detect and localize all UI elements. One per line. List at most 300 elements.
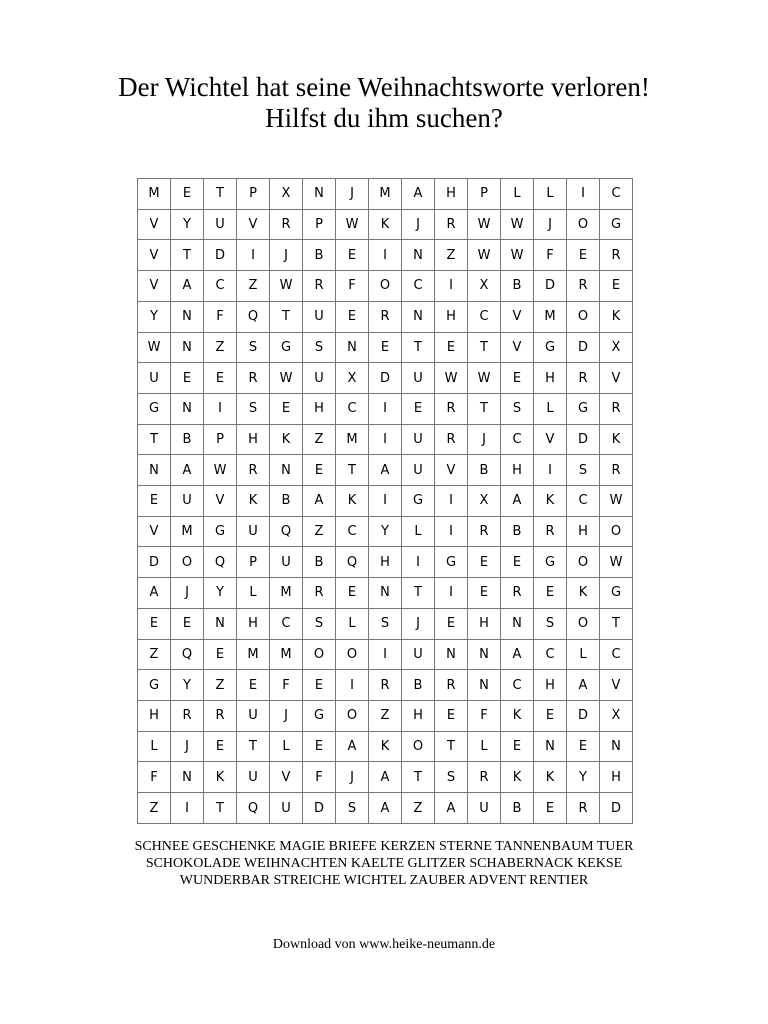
grid-cell[interactable]: K <box>600 301 633 332</box>
grid-cell[interactable]: M <box>270 639 303 670</box>
grid-cell[interactable]: V <box>204 486 237 517</box>
grid-cell[interactable]: M <box>171 516 204 547</box>
grid-cell[interactable]: Z <box>138 793 171 824</box>
grid-cell[interactable]: R <box>501 578 534 609</box>
grid-cell[interactable]: H <box>138 700 171 731</box>
grid-cell[interactable]: P <box>468 179 501 210</box>
grid-cell[interactable]: B <box>501 271 534 302</box>
grid-cell[interactable]: R <box>534 516 567 547</box>
grid-cell[interactable]: V <box>138 516 171 547</box>
grid-cell[interactable]: T <box>336 455 369 486</box>
grid-cell[interactable]: E <box>204 731 237 762</box>
grid-cell[interactable]: E <box>204 363 237 394</box>
grid-cell[interactable]: G <box>138 393 171 424</box>
grid-cell[interactable]: F <box>336 271 369 302</box>
grid-cell[interactable]: X <box>600 332 633 363</box>
grid-cell[interactable]: Z <box>204 332 237 363</box>
grid-cell[interactable]: R <box>600 393 633 424</box>
grid-cell[interactable]: O <box>336 639 369 670</box>
grid-cell[interactable]: E <box>369 332 402 363</box>
grid-cell[interactable]: T <box>402 578 435 609</box>
grid-cell[interactable]: X <box>270 179 303 210</box>
grid-cell[interactable]: B <box>402 670 435 701</box>
grid-cell[interactable]: T <box>270 301 303 332</box>
grid-cell[interactable]: R <box>435 670 468 701</box>
grid-cell[interactable]: N <box>468 639 501 670</box>
grid-cell[interactable]: A <box>171 271 204 302</box>
grid-cell[interactable]: B <box>303 240 336 271</box>
grid-cell[interactable]: Y <box>138 301 171 332</box>
grid-cell[interactable]: L <box>468 731 501 762</box>
grid-cell[interactable]: C <box>270 608 303 639</box>
grid-cell[interactable]: C <box>501 670 534 701</box>
grid-cell[interactable]: D <box>600 793 633 824</box>
grid-cell[interactable]: R <box>303 271 336 302</box>
grid-cell[interactable]: C <box>534 639 567 670</box>
grid-cell[interactable]: I <box>369 393 402 424</box>
grid-cell[interactable]: T <box>237 731 270 762</box>
grid-cell[interactable]: D <box>138 547 171 578</box>
grid-cell[interactable]: R <box>435 209 468 240</box>
grid-cell[interactable]: R <box>567 271 600 302</box>
grid-cell[interactable]: P <box>237 547 270 578</box>
grid-cell[interactable]: C <box>204 271 237 302</box>
grid-cell[interactable]: L <box>534 179 567 210</box>
grid-cell[interactable]: M <box>270 578 303 609</box>
grid-cell[interactable]: N <box>369 578 402 609</box>
grid-cell[interactable]: M <box>138 179 171 210</box>
grid-cell[interactable]: W <box>270 363 303 394</box>
grid-cell[interactable]: E <box>468 547 501 578</box>
grid-cell[interactable]: J <box>402 209 435 240</box>
grid-cell[interactable]: K <box>600 424 633 455</box>
grid-cell[interactable]: P <box>237 179 270 210</box>
grid-cell[interactable]: N <box>303 179 336 210</box>
grid-cell[interactable]: W <box>600 547 633 578</box>
grid-cell[interactable]: V <box>237 209 270 240</box>
grid-cell[interactable]: B <box>171 424 204 455</box>
grid-cell[interactable]: H <box>600 762 633 793</box>
grid-cell[interactable]: I <box>369 639 402 670</box>
grid-cell[interactable]: J <box>468 424 501 455</box>
grid-cell[interactable]: N <box>402 240 435 271</box>
grid-cell[interactable]: L <box>336 608 369 639</box>
grid-cell[interactable]: E <box>171 179 204 210</box>
grid-cell[interactable]: R <box>567 363 600 394</box>
grid-cell[interactable]: M <box>369 179 402 210</box>
grid-cell[interactable]: D <box>567 424 600 455</box>
grid-cell[interactable]: T <box>171 240 204 271</box>
grid-cell[interactable]: R <box>435 424 468 455</box>
grid-cell[interactable]: I <box>336 670 369 701</box>
grid-cell[interactable]: N <box>534 731 567 762</box>
grid-cell[interactable]: C <box>336 393 369 424</box>
grid-cell[interactable]: V <box>138 209 171 240</box>
grid-cell[interactable]: W <box>468 240 501 271</box>
grid-cell[interactable]: E <box>138 608 171 639</box>
grid-cell[interactable]: D <box>303 793 336 824</box>
grid-cell[interactable]: U <box>402 363 435 394</box>
grid-cell[interactable]: A <box>567 670 600 701</box>
grid-cell[interactable]: Q <box>237 793 270 824</box>
grid-cell[interactable]: S <box>303 332 336 363</box>
grid-cell[interactable]: Z <box>435 240 468 271</box>
grid-cell[interactable]: G <box>270 332 303 363</box>
grid-cell[interactable]: Z <box>303 516 336 547</box>
grid-cell[interactable]: K <box>369 731 402 762</box>
grid-cell[interactable]: K <box>567 578 600 609</box>
grid-cell[interactable]: U <box>402 639 435 670</box>
grid-cell[interactable]: N <box>171 332 204 363</box>
grid-cell[interactable]: H <box>402 700 435 731</box>
grid-cell[interactable]: N <box>435 639 468 670</box>
grid-cell[interactable]: Y <box>171 209 204 240</box>
grid-cell[interactable]: E <box>501 731 534 762</box>
grid-cell[interactable]: Q <box>237 301 270 332</box>
grid-cell[interactable]: V <box>270 762 303 793</box>
grid-cell[interactable]: S <box>237 332 270 363</box>
grid-cell[interactable]: E <box>435 700 468 731</box>
grid-cell[interactable]: B <box>303 547 336 578</box>
grid-cell[interactable]: I <box>369 424 402 455</box>
grid-cell[interactable]: O <box>567 608 600 639</box>
grid-cell[interactable]: G <box>402 486 435 517</box>
grid-cell[interactable]: T <box>468 393 501 424</box>
grid-cell[interactable]: T <box>204 793 237 824</box>
grid-cell[interactable]: E <box>402 393 435 424</box>
grid-cell[interactable]: N <box>402 301 435 332</box>
grid-cell[interactable]: E <box>534 578 567 609</box>
grid-cell[interactable]: Y <box>369 516 402 547</box>
grid-cell[interactable]: U <box>402 455 435 486</box>
grid-cell[interactable]: U <box>270 547 303 578</box>
grid-cell[interactable]: L <box>402 516 435 547</box>
grid-cell[interactable]: X <box>468 486 501 517</box>
grid-cell[interactable]: E <box>270 393 303 424</box>
grid-cell[interactable]: E <box>501 547 534 578</box>
grid-cell[interactable]: O <box>171 547 204 578</box>
grid-cell[interactable]: L <box>237 578 270 609</box>
grid-cell[interactable]: R <box>237 363 270 394</box>
grid-cell[interactable]: E <box>435 608 468 639</box>
grid-cell[interactable]: E <box>435 332 468 363</box>
grid-cell[interactable]: M <box>237 639 270 670</box>
grid-cell[interactable]: H <box>237 424 270 455</box>
grid-cell[interactable]: E <box>468 578 501 609</box>
grid-cell[interactable]: J <box>336 179 369 210</box>
grid-cell[interactable]: I <box>435 486 468 517</box>
grid-cell[interactable]: H <box>303 393 336 424</box>
grid-cell[interactable]: S <box>501 393 534 424</box>
grid-cell[interactable]: I <box>567 179 600 210</box>
grid-cell[interactable]: C <box>501 424 534 455</box>
grid-cell[interactable]: I <box>237 240 270 271</box>
grid-cell[interactable]: U <box>138 363 171 394</box>
grid-cell[interactable]: I <box>435 578 468 609</box>
grid-cell[interactable]: L <box>534 393 567 424</box>
grid-cell[interactable]: U <box>303 301 336 332</box>
grid-cell[interactable]: E <box>171 608 204 639</box>
grid-cell[interactable]: G <box>600 578 633 609</box>
grid-cell[interactable]: I <box>534 455 567 486</box>
grid-cell[interactable]: I <box>435 271 468 302</box>
grid-cell[interactable]: I <box>171 793 204 824</box>
grid-cell[interactable]: O <box>402 731 435 762</box>
grid-cell[interactable]: E <box>171 363 204 394</box>
grid-cell[interactable]: E <box>138 486 171 517</box>
grid-cell[interactable]: L <box>270 731 303 762</box>
grid-cell[interactable]: N <box>336 332 369 363</box>
grid-cell[interactable]: J <box>534 209 567 240</box>
grid-cell[interactable]: X <box>600 700 633 731</box>
grid-cell[interactable]: Y <box>567 762 600 793</box>
grid-cell[interactable]: G <box>204 516 237 547</box>
grid-cell[interactable]: E <box>336 301 369 332</box>
grid-cell[interactable]: O <box>369 271 402 302</box>
grid-cell[interactable]: R <box>600 240 633 271</box>
grid-cell[interactable]: E <box>237 670 270 701</box>
grid-cell[interactable]: U <box>303 363 336 394</box>
grid-cell[interactable]: H <box>369 547 402 578</box>
grid-cell[interactable]: Z <box>369 700 402 731</box>
grid-cell[interactable]: E <box>534 700 567 731</box>
grid-cell[interactable]: J <box>270 700 303 731</box>
grid-cell[interactable]: S <box>303 608 336 639</box>
grid-cell[interactable]: O <box>336 700 369 731</box>
grid-cell[interactable]: B <box>468 455 501 486</box>
grid-cell[interactable]: C <box>600 639 633 670</box>
grid-cell[interactable]: R <box>171 700 204 731</box>
grid-cell[interactable]: C <box>567 486 600 517</box>
grid-cell[interactable]: O <box>600 516 633 547</box>
grid-cell[interactable]: A <box>369 762 402 793</box>
grid-cell[interactable]: D <box>567 332 600 363</box>
grid-cell[interactable]: J <box>270 240 303 271</box>
grid-cell[interactable]: C <box>402 271 435 302</box>
grid-cell[interactable]: U <box>270 793 303 824</box>
grid-cell[interactable]: B <box>270 486 303 517</box>
grid-cell[interactable]: I <box>435 516 468 547</box>
grid-cell[interactable]: S <box>369 608 402 639</box>
grid-cell[interactable]: S <box>237 393 270 424</box>
grid-cell[interactable]: J <box>402 608 435 639</box>
grid-cell[interactable]: M <box>534 301 567 332</box>
grid-cell[interactable]: N <box>171 301 204 332</box>
grid-cell[interactable]: R <box>468 762 501 793</box>
grid-cell[interactable]: O <box>567 301 600 332</box>
grid-cell[interactable]: C <box>468 301 501 332</box>
grid-cell[interactable]: F <box>270 670 303 701</box>
grid-cell[interactable]: H <box>435 179 468 210</box>
grid-cell[interactable]: E <box>534 793 567 824</box>
grid-cell[interactable]: I <box>369 240 402 271</box>
grid-cell[interactable]: F <box>204 301 237 332</box>
grid-cell[interactable]: W <box>600 486 633 517</box>
grid-cell[interactable]: V <box>600 363 633 394</box>
grid-cell[interactable]: A <box>138 578 171 609</box>
grid-cell[interactable]: Z <box>237 271 270 302</box>
grid-cell[interactable]: E <box>567 240 600 271</box>
grid-cell[interactable]: W <box>138 332 171 363</box>
grid-cell[interactable]: H <box>237 608 270 639</box>
grid-cell[interactable]: H <box>468 608 501 639</box>
grid-cell[interactable]: P <box>303 209 336 240</box>
grid-cell[interactable]: Q <box>171 639 204 670</box>
grid-cell[interactable]: Y <box>204 578 237 609</box>
grid-cell[interactable]: M <box>336 424 369 455</box>
grid-cell[interactable]: G <box>567 393 600 424</box>
grid-cell[interactable]: W <box>270 271 303 302</box>
grid-cell[interactable]: U <box>204 209 237 240</box>
grid-cell[interactable]: L <box>567 639 600 670</box>
grid-cell[interactable]: R <box>600 455 633 486</box>
grid-cell[interactable]: F <box>303 762 336 793</box>
grid-cell[interactable]: Z <box>138 639 171 670</box>
grid-cell[interactable]: O <box>567 209 600 240</box>
grid-cell[interactable]: A <box>501 639 534 670</box>
grid-cell[interactable]: T <box>600 608 633 639</box>
grid-cell[interactable]: D <box>369 363 402 394</box>
grid-cell[interactable]: R <box>369 301 402 332</box>
grid-cell[interactable]: R <box>369 670 402 701</box>
grid-cell[interactable]: Z <box>402 793 435 824</box>
grid-cell[interactable]: G <box>600 209 633 240</box>
grid-cell[interactable]: Q <box>204 547 237 578</box>
grid-cell[interactable]: E <box>567 731 600 762</box>
grid-cell[interactable]: N <box>270 455 303 486</box>
grid-cell[interactable]: E <box>303 455 336 486</box>
grid-cell[interactable]: V <box>501 301 534 332</box>
grid-cell[interactable]: H <box>534 670 567 701</box>
grid-cell[interactable]: X <box>468 271 501 302</box>
grid-cell[interactable]: K <box>534 762 567 793</box>
grid-cell[interactable]: I <box>369 486 402 517</box>
grid-cell[interactable]: G <box>435 547 468 578</box>
grid-cell[interactable]: R <box>435 393 468 424</box>
grid-cell[interactable]: K <box>534 486 567 517</box>
grid-cell[interactable]: B <box>501 793 534 824</box>
grid-cell[interactable]: Z <box>303 424 336 455</box>
grid-cell[interactable]: U <box>402 424 435 455</box>
grid-cell[interactable]: Y <box>171 670 204 701</box>
grid-cell[interactable]: G <box>534 547 567 578</box>
grid-cell[interactable]: V <box>435 455 468 486</box>
grid-cell[interactable]: E <box>204 639 237 670</box>
grid-cell[interactable]: N <box>171 762 204 793</box>
grid-cell[interactable]: G <box>138 670 171 701</box>
grid-cell[interactable]: H <box>567 516 600 547</box>
grid-cell[interactable]: T <box>138 424 171 455</box>
grid-cell[interactable]: L <box>501 179 534 210</box>
grid-cell[interactable]: E <box>501 363 534 394</box>
grid-cell[interactable]: I <box>204 393 237 424</box>
grid-cell[interactable]: N <box>204 608 237 639</box>
grid-cell[interactable]: W <box>336 209 369 240</box>
grid-cell[interactable]: N <box>501 608 534 639</box>
grid-cell[interactable]: E <box>303 670 336 701</box>
grid-cell[interactable]: J <box>171 731 204 762</box>
grid-cell[interactable]: A <box>303 486 336 517</box>
grid-cell[interactable]: U <box>237 700 270 731</box>
grid-cell[interactable]: C <box>600 179 633 210</box>
grid-cell[interactable]: E <box>336 578 369 609</box>
grid-cell[interactable]: W <box>435 363 468 394</box>
grid-cell[interactable]: R <box>468 516 501 547</box>
grid-cell[interactable]: X <box>336 363 369 394</box>
grid-cell[interactable]: K <box>501 762 534 793</box>
grid-cell[interactable]: W <box>204 455 237 486</box>
grid-cell[interactable]: W <box>468 363 501 394</box>
grid-cell[interactable]: N <box>600 731 633 762</box>
grid-cell[interactable]: V <box>501 332 534 363</box>
grid-cell[interactable]: N <box>138 455 171 486</box>
grid-cell[interactable]: G <box>534 332 567 363</box>
grid-cell[interactable]: T <box>468 332 501 363</box>
grid-cell[interactable]: U <box>468 793 501 824</box>
grid-cell[interactable]: T <box>204 179 237 210</box>
grid-cell[interactable]: K <box>204 762 237 793</box>
grid-cell[interactable]: K <box>501 700 534 731</box>
grid-cell[interactable]: R <box>237 455 270 486</box>
grid-cell[interactable]: W <box>468 209 501 240</box>
grid-cell[interactable]: K <box>237 486 270 517</box>
grid-cell[interactable]: B <box>501 516 534 547</box>
grid-cell[interactable]: U <box>237 516 270 547</box>
grid-cell[interactable]: Q <box>270 516 303 547</box>
grid-cell[interactable]: U <box>171 486 204 517</box>
grid-cell[interactable]: E <box>336 240 369 271</box>
grid-cell[interactable]: F <box>468 700 501 731</box>
grid-cell[interactable]: P <box>204 424 237 455</box>
grid-cell[interactable]: K <box>270 424 303 455</box>
grid-cell[interactable]: R <box>270 209 303 240</box>
grid-cell[interactable]: O <box>567 547 600 578</box>
grid-cell[interactable]: E <box>303 731 336 762</box>
grid-cell[interactable]: N <box>468 670 501 701</box>
grid-cell[interactable]: S <box>336 793 369 824</box>
grid-cell[interactable]: H <box>435 301 468 332</box>
grid-cell[interactable]: I <box>402 547 435 578</box>
grid-cell[interactable]: R <box>567 793 600 824</box>
grid-cell[interactable]: S <box>567 455 600 486</box>
grid-cell[interactable]: A <box>402 179 435 210</box>
grid-cell[interactable]: K <box>369 209 402 240</box>
grid-cell[interactable]: T <box>402 332 435 363</box>
grid-cell[interactable]: T <box>435 731 468 762</box>
grid-cell[interactable]: E <box>600 271 633 302</box>
grid-cell[interactable]: K <box>336 486 369 517</box>
grid-cell[interactable]: U <box>237 762 270 793</box>
grid-cell[interactable]: O <box>303 639 336 670</box>
grid-cell[interactable]: A <box>171 455 204 486</box>
grid-cell[interactable]: R <box>204 700 237 731</box>
grid-cell[interactable]: Q <box>336 547 369 578</box>
grid-cell[interactable]: F <box>534 240 567 271</box>
grid-cell[interactable]: S <box>534 608 567 639</box>
grid-cell[interactable]: G <box>303 700 336 731</box>
grid-cell[interactable]: V <box>600 670 633 701</box>
grid-cell[interactable]: N <box>171 393 204 424</box>
grid-cell[interactable]: Z <box>204 670 237 701</box>
grid-cell[interactable]: A <box>435 793 468 824</box>
grid-cell[interactable]: A <box>501 486 534 517</box>
grid-cell[interactable]: D <box>567 700 600 731</box>
grid-cell[interactable]: V <box>138 271 171 302</box>
grid-cell[interactable]: T <box>402 762 435 793</box>
grid-cell[interactable]: J <box>171 578 204 609</box>
grid-cell[interactable]: C <box>336 516 369 547</box>
grid-cell[interactable]: L <box>138 731 171 762</box>
